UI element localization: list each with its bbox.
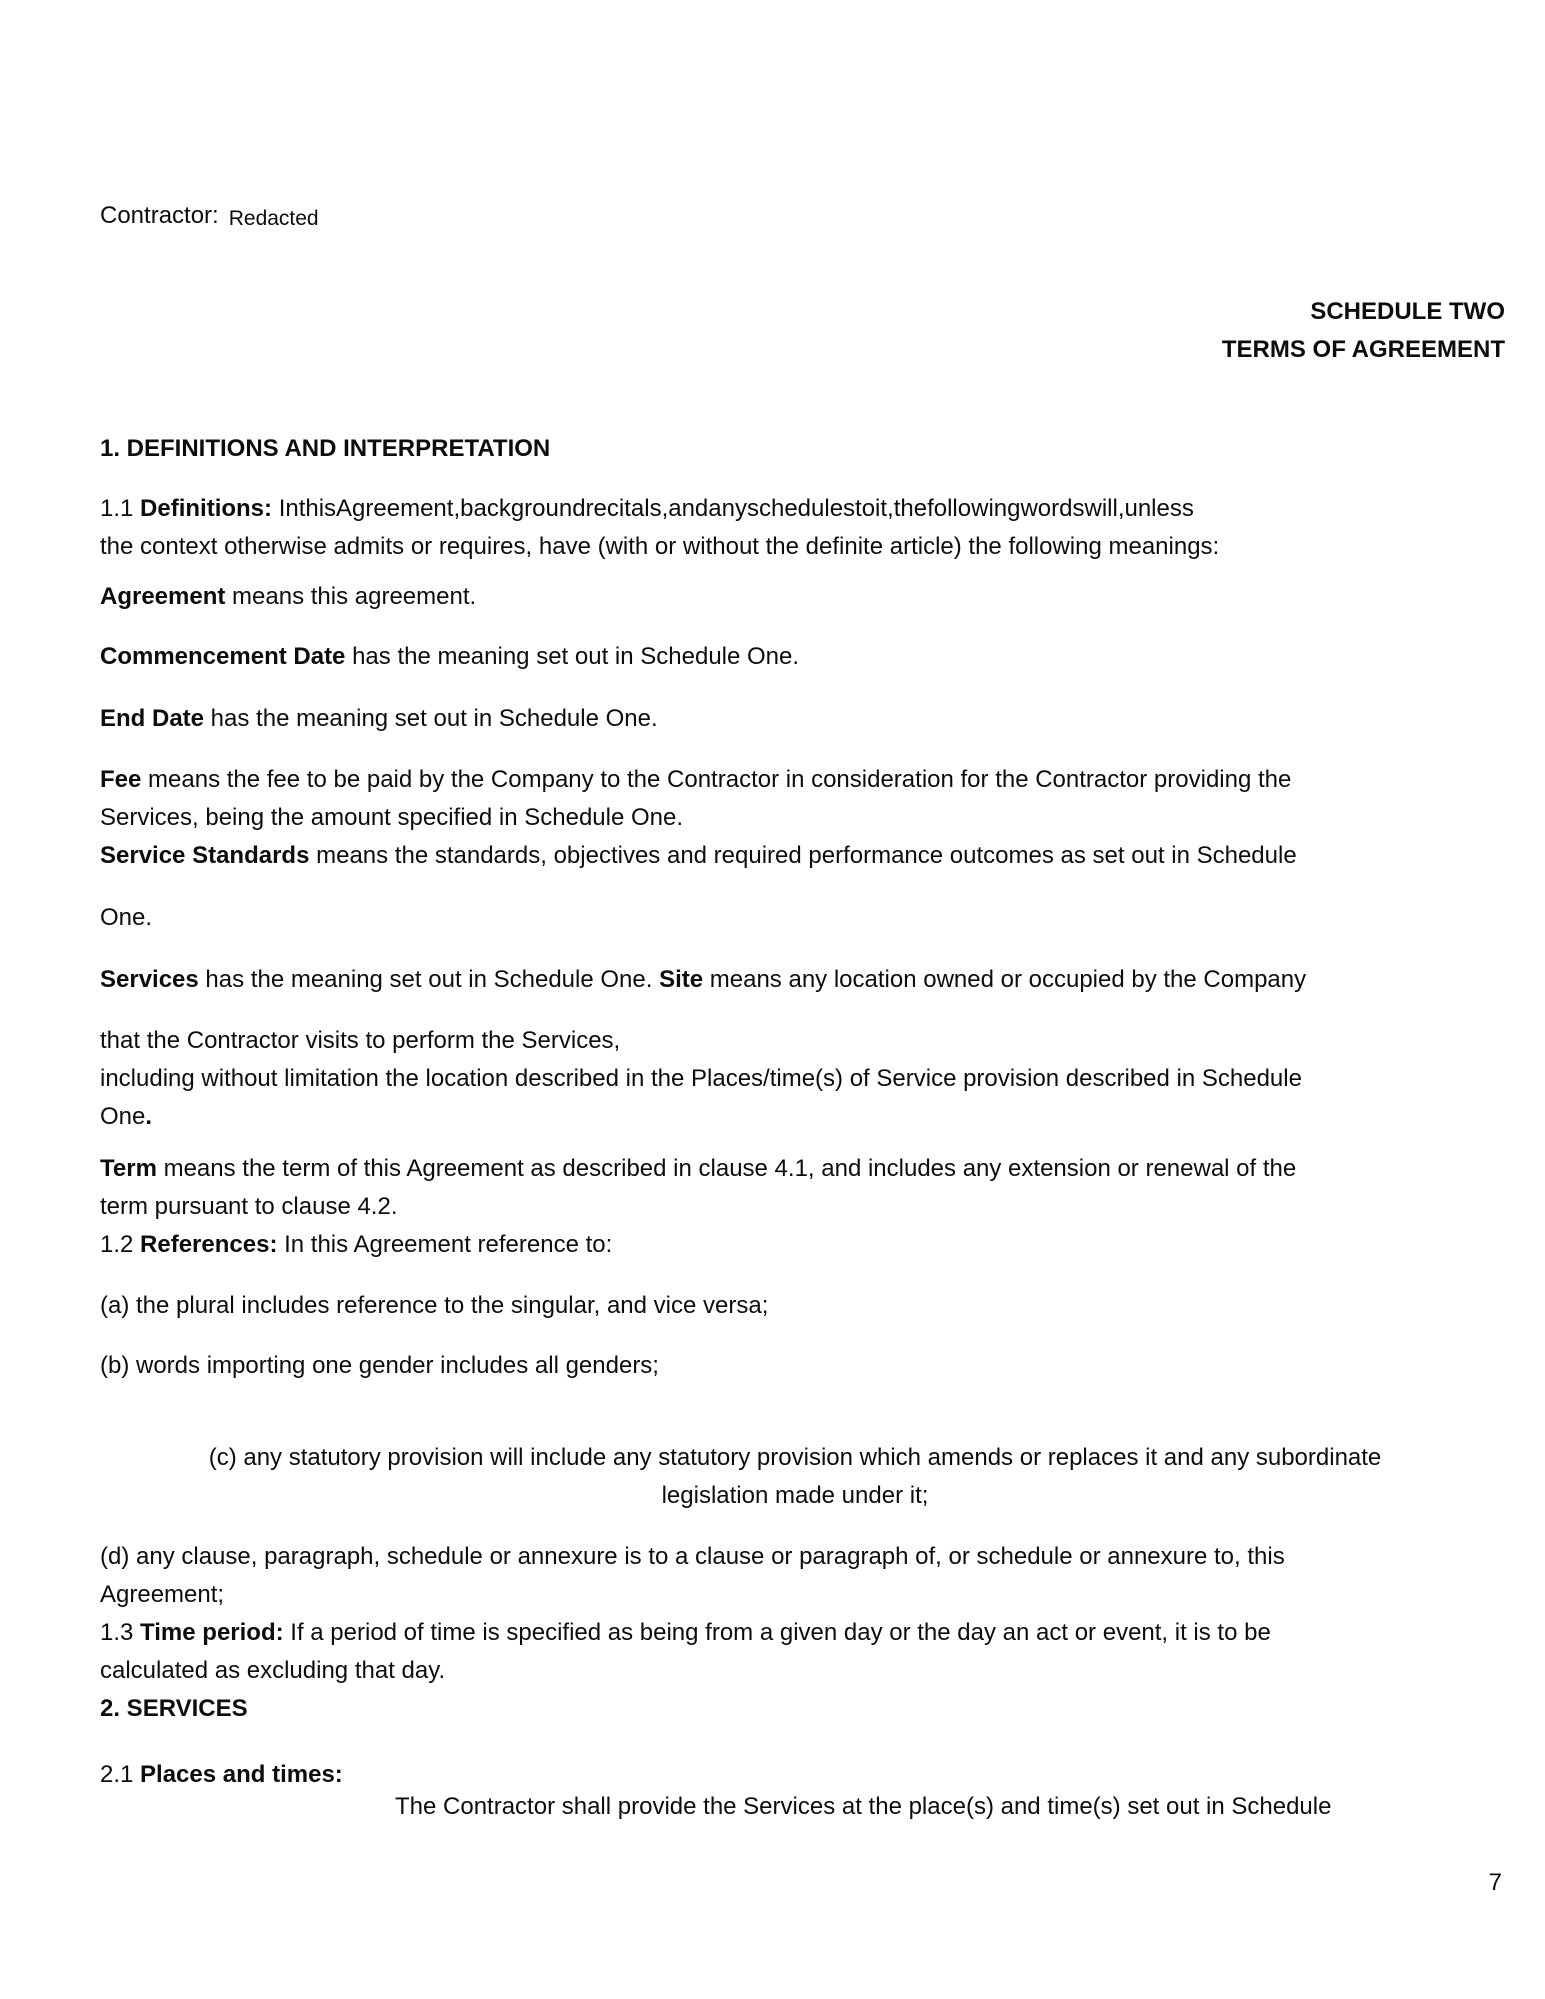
page-number: 7 [1488,1869,1502,1896]
text-run: 1. DEFINITIONS AND INTERPRETATION [100,435,551,462]
section-1-heading [100,430,1490,468]
definition-term-line-1 [100,1150,1490,1188]
definition-commencement-date [100,638,1490,676]
text-run: 1.3 [100,1619,141,1646]
clause-1-1-definitions-line-2 [100,528,1490,566]
text-run: 2. SERVICES [100,1695,248,1722]
text-run: 1.1 [100,495,141,522]
definition-end-date [100,700,1490,738]
text-run: means the fee to be paid by the Company to the Contractor in consideration for the Contractor providing the [141,766,1292,793]
text-run: including without limitation the location described in the Places/time(s) of Service provision described in Schedule [100,1065,1302,1092]
text-run: means this agreement. [225,583,477,610]
text-run: legislation made under it; [661,1482,929,1509]
clause-1-2-item-d-line-2 [100,1576,1490,1614]
defined-term-places-and-times: Places and times: [140,1761,343,1788]
terms-of-agreement-title: TERMS OF AGREEMENT [1221,336,1505,363]
definition-term-line-2 [100,1188,1490,1226]
text-run: (d) any clause, paragraph, schedule or annexure is to a clause or paragraph of, or schedule or annexure to, this [100,1543,1285,1570]
definition-services-site-line-4 [100,1098,1490,1136]
defined-term-definitions: Definitions: [140,495,279,522]
clause-1-2-item-d-line-1 [100,1538,1490,1576]
contractor-line [100,197,1490,236]
defined-term-service-standards: Service Standards [100,842,310,869]
defined-term-term: Term [100,1155,157,1182]
defined-term-references: References: [140,1231,278,1258]
text-run: has the meaning set out in Schedule One. [204,705,658,732]
definition-services-site-line-1 [100,961,1490,999]
clause-1-2-item-b [100,1347,1490,1385]
definition-services-site-line-3 [100,1060,1490,1098]
contractor-value-redacted: Redacted [228,207,319,230]
defined-term-services: Services [100,966,199,993]
text-run: that the Contractor visits to perform the Services, [100,1027,621,1054]
contractor-label: Contractor: [100,202,219,229]
definition-services-site-line-2 [100,1022,1490,1060]
defined-term-time-period: Time period: [140,1619,284,1646]
definition-fee-line-1 [100,761,1490,799]
text-run: has the meaning set out in Schedule One. [345,643,800,670]
text-run: term pursuant to clause 4.2. [100,1193,398,1220]
text-run: the context otherwise admits or requires, have (with or without the definite article) the following meanings: [100,533,1220,560]
definition-service-standards-line-1 [100,837,1490,875]
text-run: 1.2 [100,1231,141,1258]
document-title-block [100,293,1505,369]
schedule-two-title: SCHEDULE TWO [1310,298,1505,325]
text-run: The Contractor shall provide the Services at the place(s) and time(s) set out in Schedule [395,1793,1332,1820]
defined-term-end-date: End Date [100,705,205,732]
text-run: In this Agreement reference to: [277,1231,613,1258]
clause-1-2-item-c-line-2 [100,1477,1490,1515]
text-run: (a) the plural includes reference to the singular, and vice versa; [100,1292,769,1319]
text-run: If a period of time is specified as being from a given day or the day an act or event, it is to be [283,1619,1271,1646]
text-run: One [100,1103,146,1130]
clause-1-3-time-period-line-2 [100,1652,1490,1690]
clause-1-3-time-period-line-1 [100,1614,1490,1652]
text-run: calculated as excluding that day. [100,1657,446,1684]
clause-1-2-item-c-line-1 [100,1439,1490,1477]
defined-term-site: Site [659,966,704,993]
clause-1-1-definitions-line-1 [100,490,1490,528]
section-2-heading [100,1690,1490,1728]
definition-agreement [100,578,1490,616]
defined-term-agreement: Agreement [100,583,226,610]
text-run: One. [100,904,153,931]
clause-1-2-references [100,1226,1490,1264]
text-run: means any location owned or occupied by the Company [703,966,1307,993]
text-run: 2.1 [100,1761,141,1788]
clause-1-2-item-a [100,1287,1490,1325]
text-run: has the meaning set out in Schedule One. [198,966,660,993]
definition-service-standards-line-2 [100,899,1490,937]
text-run: Agreement; [100,1581,225,1608]
text-run: means the term of this Agreement as described in clause 4.1, and includes any extension or renewal of the [156,1155,1297,1182]
text-run: InthisAgreement,backgroundrecitals,andanyschedulestoit,thefollowingwordswill,unless [278,495,1194,522]
defined-term-fee: Fee [100,766,142,793]
text-run: Services, being the amount specified in Schedule One. [100,804,684,831]
text-run: (b) words importing one gender includes all genders; [100,1352,659,1379]
bold-period: . [145,1103,153,1130]
defined-term-commencement-date: Commencement Date [100,643,346,670]
text-run: (c) any statutory provision will include any statutory provision which amends or replaces it and any subordinate [208,1444,1382,1471]
definition-fee-line-2 [100,799,1490,837]
text-run: means the standards, objectives and required performance outcomes as set out in Schedule [309,842,1297,869]
